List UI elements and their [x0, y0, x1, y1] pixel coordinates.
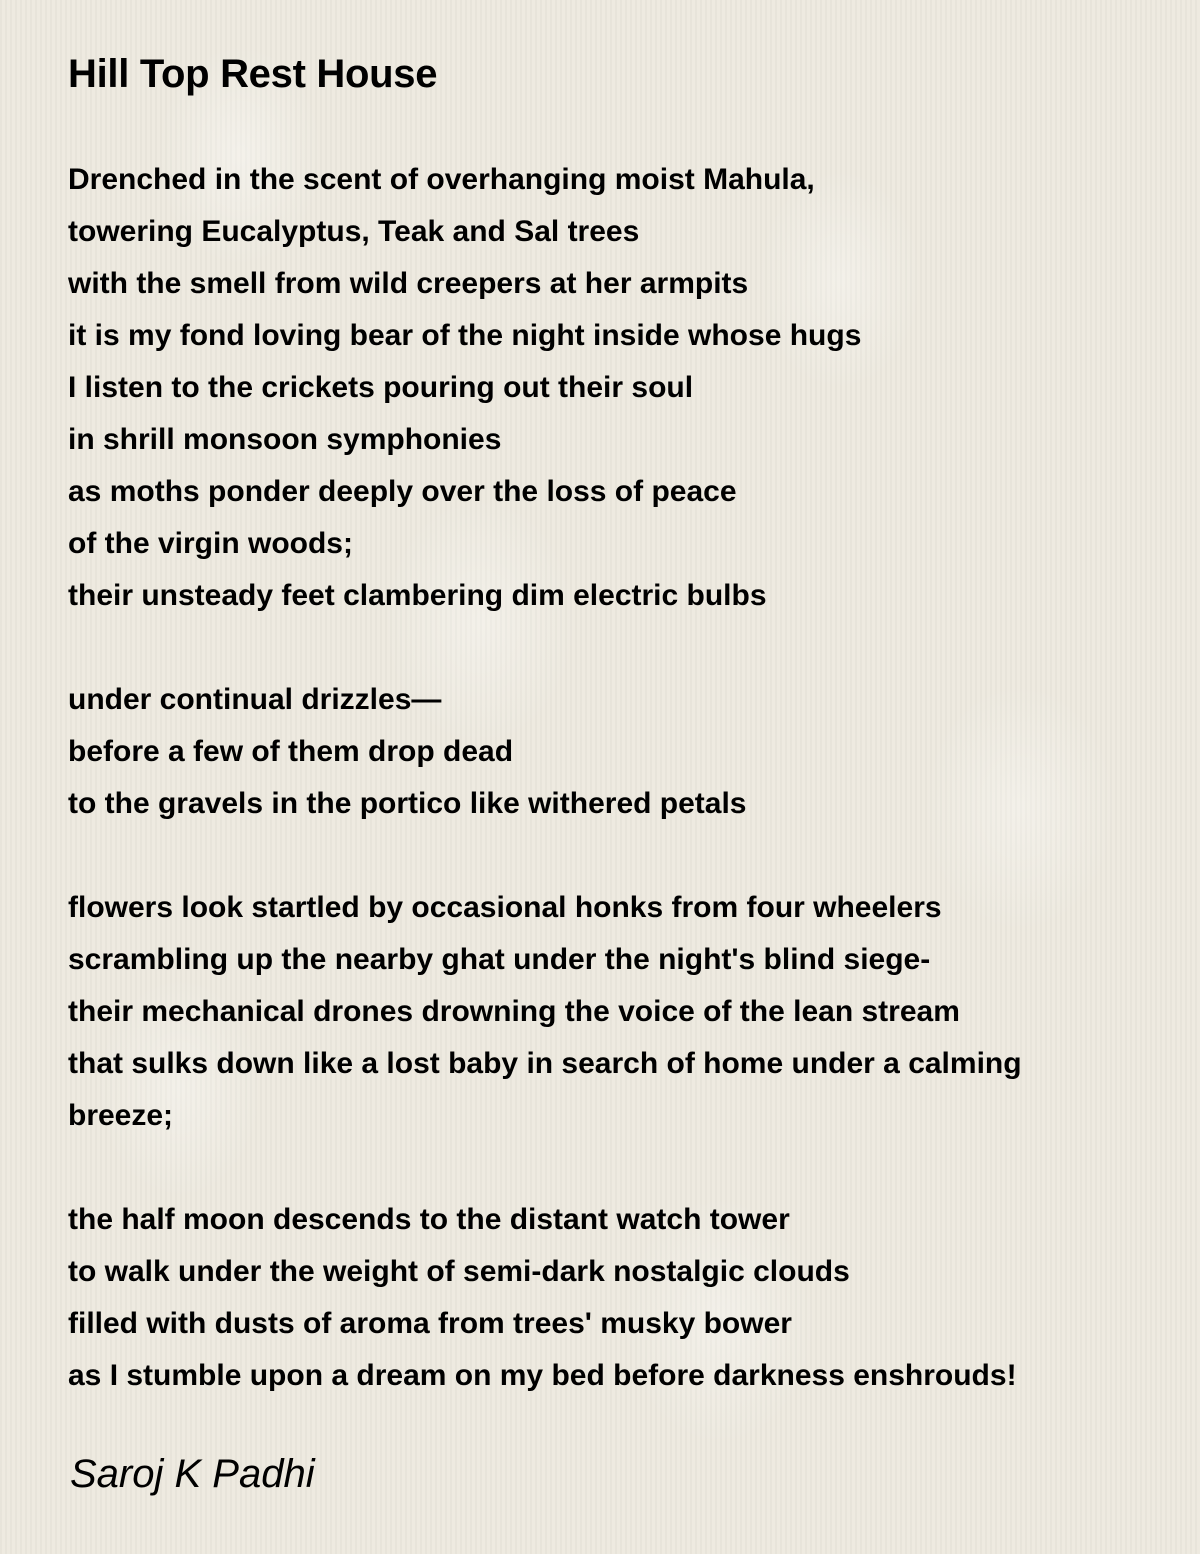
poem-title: Hill Top Rest House	[68, 52, 438, 96]
poem-author: Saroj K Padhi	[70, 1452, 315, 1496]
poem-line: as moths ponder deeply over the loss of peace	[68, 475, 737, 508]
stanza-1	[68, 154, 1178, 622]
poem-line: before a few of them drop dead	[68, 735, 514, 768]
poem-line: that sulks down like a lost baby in search of home under a calming	[68, 1047, 1022, 1080]
poem-line: to the gravels in the portico like withered petals	[68, 787, 747, 820]
poem-line: as I stumble upon a dream on my bed before darkness enshrouds!	[68, 1359, 1017, 1392]
poem-line: towering Eucalyptus, Teak and Sal trees	[68, 215, 640, 248]
poem-line: with the smell from wild creepers at her armpits	[68, 267, 749, 300]
poem-line: I listen to the crickets pouring out their soul	[68, 371, 694, 404]
stanza-4	[68, 1194, 1178, 1402]
poem-line: under continual drizzles—	[68, 683, 442, 716]
poem-line: the half moon descends to the distant watch tower	[68, 1203, 790, 1236]
poem-line: their mechanical drones drowning the voice of the lean stream	[68, 995, 960, 1028]
poem-line: breeze;	[68, 1099, 174, 1132]
poem-line: to walk under the weight of semi-dark nostalgic clouds	[68, 1255, 850, 1288]
poem-line: it is my fond loving bear of the night inside whose hugs	[68, 319, 862, 352]
poem-line: in shrill monsoon symphonies	[68, 423, 502, 456]
poem-line: filled with dusts of aroma from trees' musky bower	[68, 1307, 792, 1340]
poem-body	[68, 154, 1178, 1454]
poem-line: of the virgin woods;	[68, 527, 353, 560]
poem-line: their unsteady feet clambering dim electric bulbs	[68, 579, 767, 612]
stanza-3	[68, 882, 1178, 1142]
poem-line: flowers look startled by occasional honks from four wheelers	[68, 891, 942, 924]
poem-line: Drenched in the scent of overhanging moist Mahula,	[68, 163, 815, 196]
stanza-2	[68, 674, 1178, 830]
poem-line: scrambling up the nearby ghat under the night's blind siege-	[68, 943, 931, 976]
